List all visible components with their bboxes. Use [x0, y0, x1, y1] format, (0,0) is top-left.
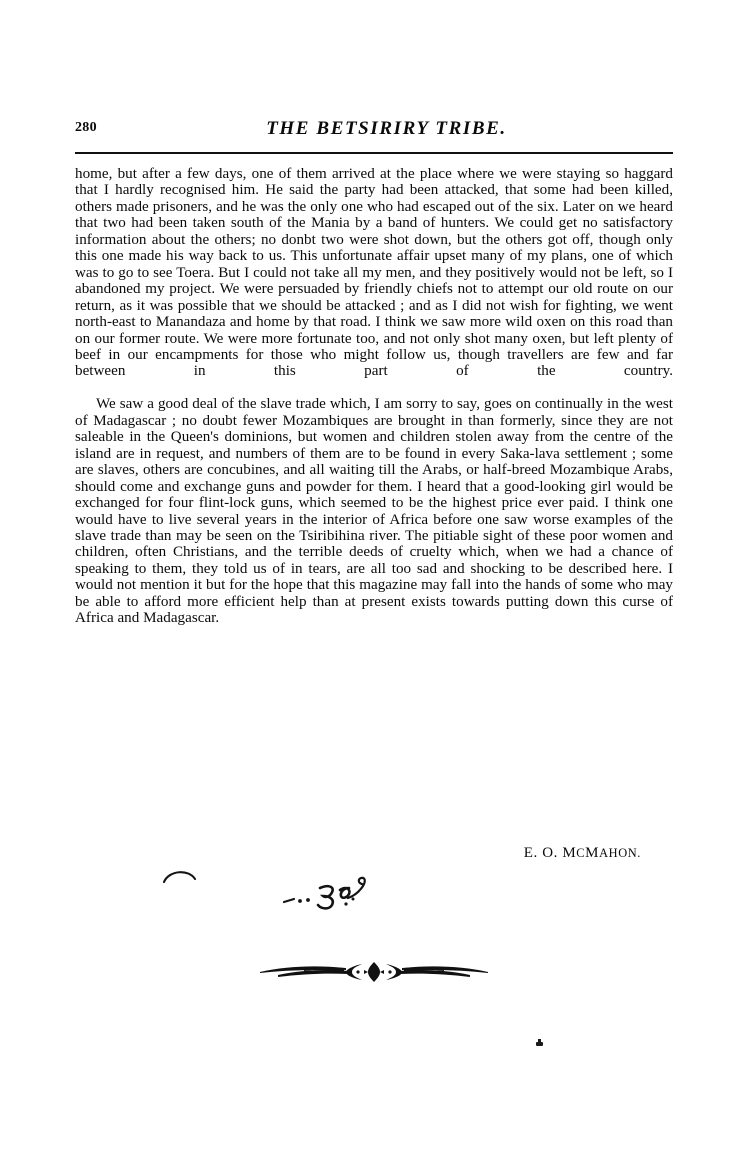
paragraph-1: home, but after a few days, one of them arrived at the place where we were staying so haggard that I hardly recognised him. He said the party had been attacked, that some had been killed, others made prisoners, and he was the only one who had escaped out of the six. Later on we heard that two had been taken south of the Mania by a band of hunters. We could get no satisfactory information about the others; no donbt two were shot down, but the others got off, though only this one made his way back to us. This unfortunate affair upset many of my plans, one of which was to go to see Toera. But I could not take all my men, and they positively would not be left, so I abandoned my project. We were persuaded by friendly chiefs not to attempt our old route on our return, as it was possible that we should be attacked ; and as I did not wish for fighting, we went north-east to Manandaza and home by that road. I think we saw more wild oxen on this road than on our former route. We were more fortunate too, and not only shot many oxen, but left plenty of beef in our encampments for those who might follow us, though travellers are few and far between in this part of the country.	[75, 166, 673, 380]
header-rule	[75, 152, 673, 154]
ink-speck	[536, 1042, 543, 1046]
page-header	[75, 118, 672, 140]
signature-smallcap-c: C	[576, 846, 586, 860]
author-signature	[75, 845, 673, 862]
pencil-handwritten-number	[280, 872, 392, 923]
pencil-arc-mark	[163, 866, 197, 889]
signature-initials: E. O. M	[523, 845, 577, 861]
fleuron-ornament-icon	[258, 957, 490, 987]
page-number: 280	[75, 120, 97, 135]
paragraph-2: We saw a good deal of the slave trade which, I am sorry to say, goes on continually in the west of Madagascar ; no doubt fewer Mozambiques are brought in than formerly, since they are not saleable in the Queen's dominions, but women and children stolen away from the centre of the island are in request, and numbers of them are to be found in every Saka-lava settlement ; some are slaves, others are concubines, and all waiting till the Arabs, or half-breed Mozambique Arabs, should come and exchange guns and powder for them. I heard that a good-looking girl would be exchanged for four flint-lock guns, which seemed to be the highest price ever paid. I think one would have to live several years in the interior of Africa before one saw worse examples of the slave trade than may be seen on the Tsiribihina river. The pitiable sight of these poor women and children, often Christians, and the terrible deeds of cruelty which, when we had a chance of speaking to them, they told us of in tears, are all too sad and shocking to be described here. I would not mention it but for the hope that this magazine may fall into the hands of some who may be able to afford more efficient help than at present exists towards putting down this curse of Africa and Madagascar.	[75, 396, 673, 627]
body-text	[75, 166, 673, 627]
running-head-title: THE BETSIRIRY TRIBE.	[266, 118, 507, 139]
signature-name-m: M	[585, 845, 600, 861]
signature-name-rest: AHON.	[599, 846, 641, 860]
